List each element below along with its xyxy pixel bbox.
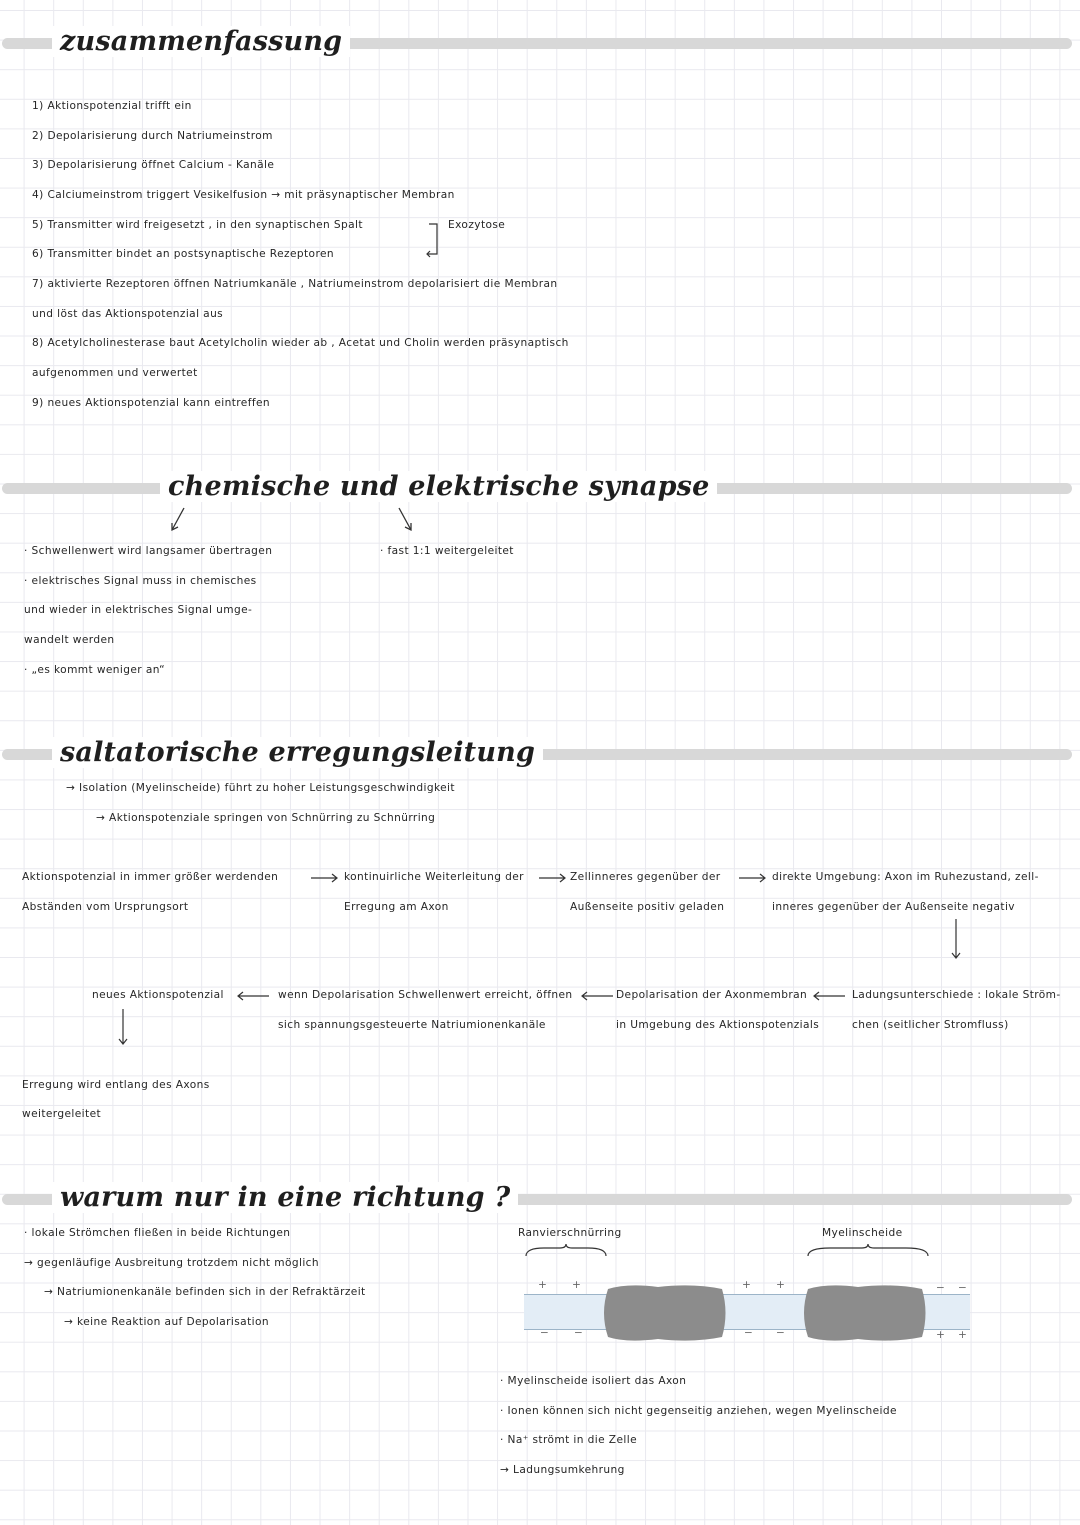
axon-note: · Na⁺ strömt in die Zelle: [500, 1434, 637, 1446]
charge-plus: +: [742, 1279, 752, 1291]
exocytosis-label: Exozytose: [448, 219, 506, 231]
axon-note: · Ionen können sich nicht gegenseitig anziehen, wegen Myelinscheide: [500, 1405, 897, 1417]
charge-plus: +: [538, 1279, 548, 1291]
brace-sheath-icon: [806, 1244, 930, 1258]
summary-step: 2) Depolarisierung durch Natriumeinstrom: [32, 130, 273, 142]
saltatory-title: saltatorische erregungsleitung: [52, 737, 543, 768]
chemical-note: · elektrisches Signal muss in chemisches: [24, 575, 257, 587]
summary-step: 1) Aktionspotenzial trifft ein: [32, 100, 192, 112]
chemical-note: · „es kommt weniger an“: [24, 664, 165, 676]
flow-step-d: direkte Umgebung: Axon im Ruhezustand, zell-: [772, 871, 1039, 883]
summary-step: 9) neues Aktionspotenzial kann eintreffen: [32, 397, 270, 409]
saltatory-line: → Aktionspotenziale springen von Schnürring zu Schnürring: [96, 812, 436, 824]
chemical-note: wandelt werden: [24, 634, 115, 646]
charge-minus: −: [776, 1327, 786, 1339]
charge-minus: −: [744, 1327, 754, 1339]
summary-title: zusammenfassung: [52, 26, 350, 57]
charge-minus: −: [540, 1327, 550, 1339]
myelin-sheath-label: Myelinscheide: [822, 1227, 903, 1239]
summary-step: 5) Transmitter wird freigesetzt , in den synaptischen Spalt: [32, 219, 363, 231]
summary-step: 8) Acetylcholinesterase baut Acetylcholin wieder ab , Acetat und Cholin werden präsynaptisch: [32, 337, 569, 349]
brace-node-icon: [524, 1244, 608, 1258]
summary-step: 7) aktivierte Rezeptoren öffnen Natriumkanäle , Natriumeinstrom depolarisiert die Membran: [32, 278, 558, 290]
summary-step: aufgenommen und verwertet: [32, 367, 198, 379]
exocytosis-bracket-icon: [425, 222, 445, 258]
arrow-right-icon: [538, 872, 568, 884]
direction-note: · lokale Strömchen fließen in beide Richtungen: [24, 1227, 291, 1239]
flow-step-i: Erregung wird entlang des Axons: [22, 1079, 210, 1091]
axon-note: → Ladungsumkehrung: [500, 1464, 625, 1476]
node-of-ranvier-label: Ranvierschnürring: [518, 1227, 622, 1239]
flow-step-f2: in Umgebung des Aktionspotenzials: [616, 1019, 820, 1031]
flow-step-e: Ladungsunterschiede : lokale Ström-: [852, 989, 1061, 1001]
summary-step: 6) Transmitter bindet an postsynaptische Rezeptoren: [32, 248, 334, 260]
arrow-down-icon: [950, 918, 962, 962]
flow-step-f: Depolarisation der Axonmembran: [616, 989, 808, 1001]
direction-title: warum nur in eine richtung ?: [52, 1182, 518, 1213]
charge-plus: +: [936, 1329, 946, 1341]
summary-step: 4) Calciumeinstrom triggert Vesikelfusion → mit präsynaptischer Membran: [32, 189, 455, 201]
arrow-down-right-icon: [396, 506, 416, 534]
charge-plus: +: [958, 1329, 968, 1341]
charge-minus: −: [936, 1282, 946, 1294]
axon-note: · Myelinscheide isoliert das Axon: [500, 1375, 687, 1387]
myelin-sheath-segment: [798, 1283, 930, 1343]
synapse-title: chemische und elektrische synapse: [160, 471, 717, 502]
arrow-left-icon: [580, 990, 614, 1002]
flow-step-h: neues Aktionspotenzial: [92, 989, 224, 1001]
myelin-sheath-segment: [598, 1283, 730, 1343]
electric-note: · fast 1:1 weitergeleitet: [380, 545, 514, 557]
flow-step-c2: Außenseite positiv geladen: [570, 901, 725, 913]
direction-note: → Natriumionenkanäle befinden sich in der Refraktärzeit: [44, 1286, 366, 1298]
chemical-note: und wieder in elektrisches Signal umge-: [24, 604, 253, 616]
flow-step-g: wenn Depolarisation Schwellenwert erreicht, öffnen: [278, 989, 573, 1001]
arrow-right-icon: [738, 872, 768, 884]
flow-step-a2: Abständen vom Ursprungsort: [22, 901, 189, 913]
arrow-left-icon: [812, 990, 846, 1002]
flow-step-b: kontinuirliche Weiterleitung der: [344, 871, 524, 883]
charge-plus: +: [776, 1279, 786, 1291]
summary-step: 3) Depolarisierung öffnet Calcium - Kanäle: [32, 159, 275, 171]
arrow-down-left-icon: [168, 506, 188, 534]
flow-step-b2: Erregung am Axon: [344, 901, 449, 913]
flow-step-a: Aktionspotenzial in immer größer werdenden: [22, 871, 279, 883]
arrow-right-icon: [310, 872, 340, 884]
arrow-down-icon: [117, 1008, 129, 1048]
direction-note: → keine Reaktion auf Depolarisation: [64, 1316, 269, 1328]
charge-minus: −: [574, 1327, 584, 1339]
flow-step-i2: weitergeleitet: [22, 1108, 102, 1120]
saltatory-line: → Isolation (Myelinscheide) führt zu hoher Leistungsgeschwindigkeit: [66, 782, 455, 794]
flow-step-c: Zellinneres gegenüber der: [570, 871, 721, 883]
flow-step-g2: sich spannungsgesteuerte Natriumionenkanäle: [278, 1019, 546, 1031]
flow-step-e2: chen (seitlicher Stromfluss): [852, 1019, 1009, 1031]
flow-step-d2: inneres gegenüber der Außenseite negativ: [772, 901, 1015, 913]
charge-plus: +: [572, 1279, 582, 1291]
charge-minus: −: [958, 1282, 968, 1294]
chemical-note: · Schwellenwert wird langsamer übertragen: [24, 545, 273, 557]
summary-step: und löst das Aktionspotenzial aus: [32, 308, 224, 320]
direction-note: → gegenläufige Ausbreitung trotzdem nicht möglich: [24, 1257, 320, 1269]
arrow-left-icon: [236, 990, 270, 1002]
